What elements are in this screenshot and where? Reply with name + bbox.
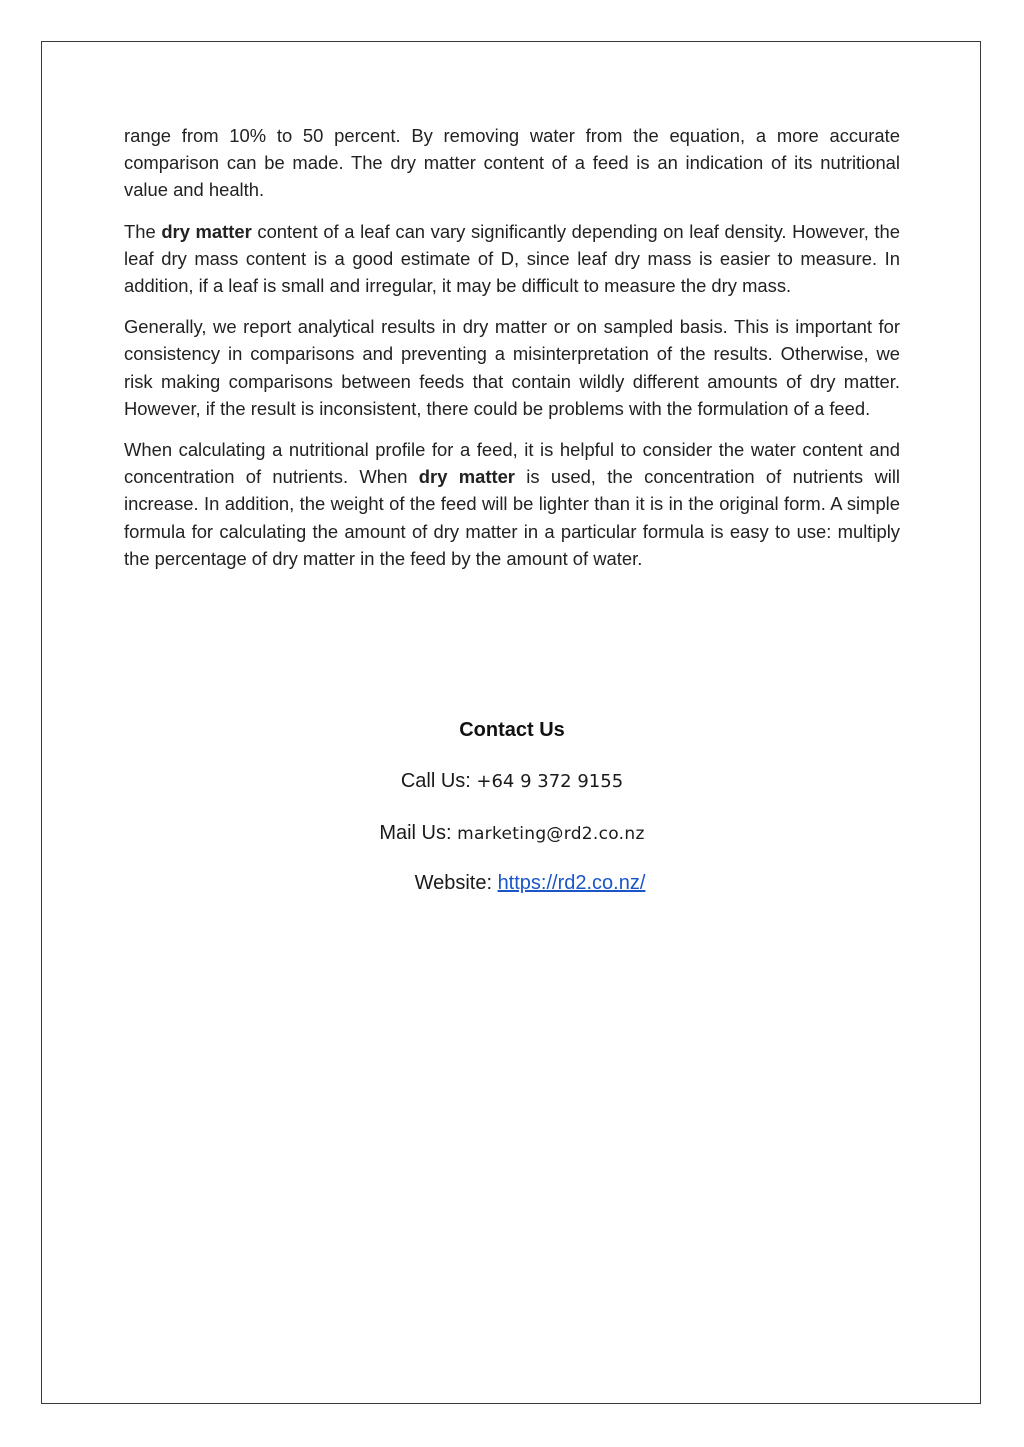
paragraph-text: When calculating a nutritional profile for a feed, it is helpful to consider the water content and concentration of nutrients. When — [124, 439, 900, 488]
bold-term: dry matter — [418, 466, 515, 488]
call-us-label: Call Us: — [400, 770, 477, 792]
paragraph-dry-matter-range — [124, 122, 900, 204]
mail-us-line — [124, 822, 900, 845]
paragraph-leaf-dry-matter — [124, 218, 900, 300]
bold-term: dry matter — [161, 220, 252, 242]
email-address: marketing@rd2.co.nz — [457, 824, 645, 844]
paragraph-text: range from 10% to 50 percent. By removing water from the equation, a more accurate comparison can be made. The dry matter content of a feed is an indication of its nutritional value and health. — [124, 125, 900, 201]
paragraph-text: The — [124, 220, 162, 242]
website-link[interactable]: https://rd2.co.nz/ — [497, 872, 646, 894]
website-line — [142, 872, 918, 895]
call-us-line — [124, 770, 900, 793]
paragraph-analytical-results — [124, 313, 900, 422]
paragraph-text: content of a leaf can vary significantly depending on leaf density. However, the leaf dry mass content is a good estimate of D, since leaf dry mass is easier to measure. In addition, if a leaf is small and irregular, it may be difficult to measure the dry mass. — [124, 220, 900, 297]
paragraph-text: Generally, we report analytical results in dry matter or on sampled basis. This is important for consistency in comparisons and preventing a misinterpretation of the results. Otherwise, we risk making comparisons between feeds that contain wildly different amounts of dry matter. However, if the result is inconsistent, there could be problems with the formulation of a feed. — [124, 316, 900, 419]
contact-heading: Contact Us — [459, 719, 565, 741]
document-body — [124, 122, 900, 586]
website-label: Website: — [414, 872, 498, 894]
paragraph-nutritional-profile — [124, 436, 900, 572]
paragraph-text: is used, the concentration of nutrients will increase. In addition, the weight of the feed will be lighter than it is in the original form. A simple formula for calculating the amount of dry matter in a particular formula is easy to use: multiply the percentage of dry matter in the feed by the amount of water. — [124, 466, 900, 569]
phone-number: +64 9 372 9155 — [476, 771, 624, 792]
mail-us-label: Mail Us: — [379, 822, 458, 844]
